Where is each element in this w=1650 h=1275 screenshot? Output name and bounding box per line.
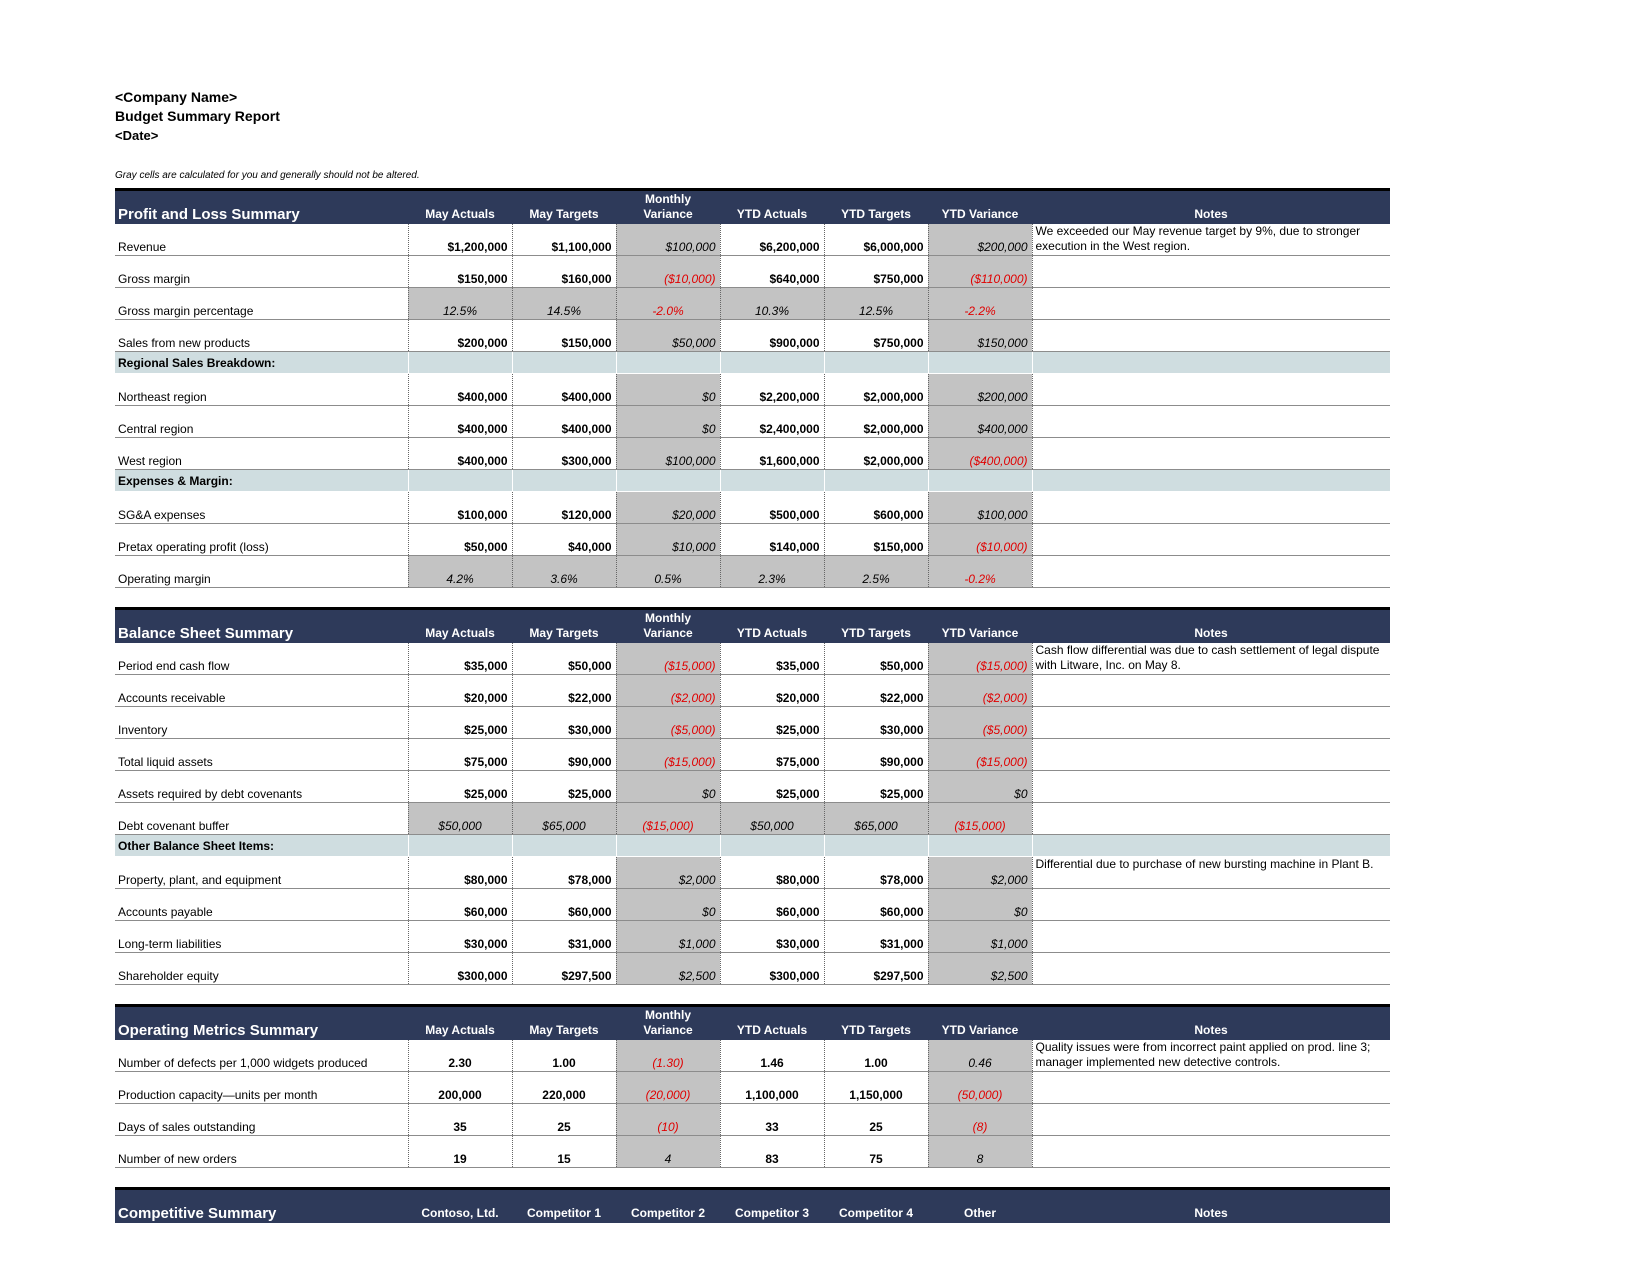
value-cell[interactable]: 25 bbox=[512, 1104, 616, 1136]
subheader-fill bbox=[1032, 835, 1390, 857]
table-row bbox=[115, 288, 1390, 320]
column-header: May Targets bbox=[512, 609, 616, 644]
subheader-fill bbox=[512, 835, 616, 857]
calculated-cell[interactable]: 12.5% bbox=[824, 288, 928, 320]
value-cell[interactable]: $25,000 bbox=[720, 707, 824, 739]
table-row bbox=[115, 1104, 1390, 1136]
section-header-row bbox=[115, 1006, 1390, 1041]
row-label: Northeast region bbox=[115, 374, 408, 406]
column-header: YTD Targets bbox=[824, 1006, 928, 1041]
subheader-fill bbox=[616, 835, 720, 857]
summary-table bbox=[115, 607, 1390, 985]
value-cell[interactable]: $75,000 bbox=[408, 739, 512, 771]
notes-cell[interactable] bbox=[1032, 739, 1390, 771]
value-cell[interactable]: $90,000 bbox=[824, 739, 928, 771]
section-operating-metrics-summary bbox=[115, 1004, 1390, 1168]
section-competitive-summary bbox=[115, 1187, 1390, 1223]
table-row bbox=[115, 803, 1390, 835]
calculated-cell[interactable]: $1,000 bbox=[616, 921, 720, 953]
notes-cell[interactable] bbox=[1032, 492, 1390, 524]
table-row bbox=[115, 771, 1390, 803]
calculated-cell[interactable]: $150,000 bbox=[928, 320, 1032, 352]
row-label: Sales from new products bbox=[115, 320, 408, 352]
summary-table bbox=[115, 188, 1390, 588]
calculated-cell[interactable]: $1,000 bbox=[928, 921, 1032, 953]
column-header: YTD Variance bbox=[928, 1006, 1032, 1041]
value-cell[interactable]: $50,000 bbox=[512, 643, 616, 675]
value-cell[interactable]: $2,400,000 bbox=[720, 406, 824, 438]
subheader-fill bbox=[928, 835, 1032, 857]
column-header: YTD Actuals bbox=[720, 1006, 824, 1041]
notes-cell[interactable] bbox=[1032, 406, 1390, 438]
table-row bbox=[115, 1136, 1390, 1168]
subheader-fill bbox=[1032, 470, 1390, 492]
value-cell[interactable]: 1.00 bbox=[824, 1040, 928, 1072]
value-cell[interactable]: 25 bbox=[824, 1104, 928, 1136]
table-row bbox=[115, 1040, 1390, 1072]
notes-cell[interactable] bbox=[1032, 771, 1390, 803]
subheader-fill bbox=[408, 352, 512, 374]
notes-cell[interactable] bbox=[1032, 889, 1390, 921]
row-label: Accounts payable bbox=[115, 889, 408, 921]
subheader-fill bbox=[616, 352, 720, 374]
calculated-cell[interactable]: $65,000 bbox=[824, 803, 928, 835]
notes-cell[interactable] bbox=[1032, 803, 1390, 835]
calculated-cell[interactable]: $2,000 bbox=[928, 857, 1032, 889]
row-label: Inventory bbox=[115, 707, 408, 739]
calculated-cell[interactable]: -2.2% bbox=[928, 288, 1032, 320]
calculated-cell[interactable]: $400,000 bbox=[928, 406, 1032, 438]
subheader-fill bbox=[512, 470, 616, 492]
calculated-cell[interactable]: ($10,000) bbox=[928, 524, 1032, 556]
subheader-fill bbox=[720, 470, 824, 492]
calculated-cell[interactable]: ($15,000) bbox=[928, 803, 1032, 835]
calculated-cell[interactable]: $0 bbox=[616, 406, 720, 438]
calculated-cell[interactable]: 3.6% bbox=[512, 556, 616, 588]
notes-cell[interactable] bbox=[1032, 921, 1390, 953]
calculated-cell[interactable]: (20,000) bbox=[616, 1072, 720, 1104]
column-header: YTD Targets bbox=[824, 609, 928, 644]
calculated-cell[interactable]: (8) bbox=[928, 1104, 1032, 1136]
calculated-cell[interactable]: $65,000 bbox=[512, 803, 616, 835]
table-row bbox=[115, 374, 1390, 406]
table-row bbox=[115, 524, 1390, 556]
row-label: Days of sales outstanding bbox=[115, 1104, 408, 1136]
calculated-cell[interactable]: ($15,000) bbox=[928, 739, 1032, 771]
value-cell[interactable]: $25,000 bbox=[824, 771, 928, 803]
column-header: YTD Targets bbox=[824, 190, 928, 225]
calculated-cell[interactable]: (50,000) bbox=[928, 1072, 1032, 1104]
calculated-cell[interactable]: $200,000 bbox=[928, 224, 1032, 256]
column-header: Monthly Variance bbox=[616, 609, 720, 644]
table-row bbox=[115, 921, 1390, 953]
subheader-label: Other Balance Sheet Items: bbox=[115, 835, 408, 857]
row-label: Accounts receivable bbox=[115, 675, 408, 707]
notes-cell[interactable] bbox=[1032, 320, 1390, 352]
value-cell[interactable]: $30,000 bbox=[824, 707, 928, 739]
calculated-cell[interactable]: ($15,000) bbox=[928, 643, 1032, 675]
column-header: YTD Variance bbox=[928, 190, 1032, 225]
row-label: Operating margin bbox=[115, 556, 408, 588]
value-cell[interactable]: $600,000 bbox=[824, 492, 928, 524]
subheader-fill bbox=[824, 352, 928, 374]
section-profit-and-loss-summary bbox=[115, 188, 1390, 588]
value-cell[interactable]: $150,000 bbox=[512, 320, 616, 352]
value-cell[interactable]: $300,000 bbox=[408, 953, 512, 985]
value-cell[interactable]: $300,000 bbox=[720, 953, 824, 985]
calculated-cell[interactable]: $100,000 bbox=[616, 438, 720, 470]
calculated-cell[interactable]: ($400,000) bbox=[928, 438, 1032, 470]
calculated-cell[interactable]: $200,000 bbox=[928, 374, 1032, 406]
row-label: Property, plant, and equipment bbox=[115, 857, 408, 889]
calculated-cell[interactable]: 8 bbox=[928, 1136, 1032, 1168]
notes-cell[interactable]: We exceeded our May revenue target by 9%, due to stronger execution in the West region. bbox=[1032, 224, 1390, 256]
notes-cell[interactable] bbox=[1032, 953, 1390, 985]
subheader-label: Expenses & Margin: bbox=[115, 470, 408, 492]
calculated-cell[interactable]: ($5,000) bbox=[616, 707, 720, 739]
value-cell[interactable]: $640,000 bbox=[720, 256, 824, 288]
row-label: Shareholder equity bbox=[115, 953, 408, 985]
value-cell[interactable]: 19 bbox=[408, 1136, 512, 1168]
table-row bbox=[115, 438, 1390, 470]
value-cell[interactable]: 33 bbox=[720, 1104, 824, 1136]
value-cell[interactable]: $35,000 bbox=[408, 643, 512, 675]
calculated-cell[interactable]: ($2,000) bbox=[616, 675, 720, 707]
row-label: Central region bbox=[115, 406, 408, 438]
notes-cell[interactable] bbox=[1032, 256, 1390, 288]
value-cell[interactable]: 15 bbox=[512, 1136, 616, 1168]
column-header: Other bbox=[928, 1189, 1032, 1224]
value-cell[interactable]: $150,000 bbox=[824, 524, 928, 556]
value-cell[interactable]: $297,500 bbox=[512, 953, 616, 985]
column-header: May Actuals bbox=[408, 1006, 512, 1041]
column-header: May Actuals bbox=[408, 190, 512, 225]
table-row bbox=[115, 707, 1390, 739]
calculated-cell[interactable]: ($2,000) bbox=[928, 675, 1032, 707]
report-date: <Date> bbox=[115, 128, 159, 143]
calculated-cell[interactable]: -0.2% bbox=[928, 556, 1032, 588]
calculated-cell[interactable]: $100,000 bbox=[928, 492, 1032, 524]
row-label: Debt covenant buffer bbox=[115, 803, 408, 835]
calculated-cell[interactable]: 0.5% bbox=[616, 556, 720, 588]
budget-summary-sheet bbox=[115, 88, 1390, 1223]
column-header: YTD Actuals bbox=[720, 609, 824, 644]
value-cell[interactable]: $31,000 bbox=[824, 921, 928, 953]
calculated-cell[interactable]: -2.0% bbox=[616, 288, 720, 320]
notes-cell[interactable] bbox=[1032, 675, 1390, 707]
value-cell[interactable]: $35,000 bbox=[720, 643, 824, 675]
subheader-fill bbox=[928, 352, 1032, 374]
calculated-cell[interactable]: ($110,000) bbox=[928, 256, 1032, 288]
value-cell[interactable]: $50,000 bbox=[408, 524, 512, 556]
value-cell[interactable]: $30,000 bbox=[720, 921, 824, 953]
column-header: Notes bbox=[1032, 1006, 1390, 1041]
value-cell[interactable]: $2,000,000 bbox=[824, 438, 928, 470]
calculated-cell[interactable]: 4.2% bbox=[408, 556, 512, 588]
calculated-cell[interactable]: $2,500 bbox=[616, 953, 720, 985]
value-cell[interactable]: $2,000,000 bbox=[824, 406, 928, 438]
table-row bbox=[115, 739, 1390, 771]
summary-table bbox=[115, 1004, 1390, 1168]
column-header: May Targets bbox=[512, 1006, 616, 1041]
subheader-fill bbox=[1032, 352, 1390, 374]
subheader-label: Regional Sales Breakdown: bbox=[115, 352, 408, 374]
row-label: Period end cash flow bbox=[115, 643, 408, 675]
value-cell[interactable]: $25,000 bbox=[720, 771, 824, 803]
row-label: West region bbox=[115, 438, 408, 470]
value-cell[interactable]: $400,000 bbox=[408, 438, 512, 470]
notes-cell[interactable] bbox=[1032, 1104, 1390, 1136]
section-header-row bbox=[115, 190, 1390, 225]
value-cell[interactable]: $400,000 bbox=[512, 406, 616, 438]
notes-cell[interactable] bbox=[1032, 1136, 1390, 1168]
calculated-cell[interactable]: 12.5% bbox=[408, 288, 512, 320]
value-cell[interactable]: 1.00 bbox=[512, 1040, 616, 1072]
table-row bbox=[115, 492, 1390, 524]
value-cell[interactable]: $750,000 bbox=[824, 320, 928, 352]
calculated-cell[interactable]: 4 bbox=[616, 1136, 720, 1168]
value-cell[interactable]: $90,000 bbox=[512, 739, 616, 771]
value-cell[interactable]: $78,000 bbox=[512, 857, 616, 889]
subheader-fill bbox=[616, 470, 720, 492]
value-cell[interactable]: $30,000 bbox=[512, 707, 616, 739]
column-header: Monthly Variance bbox=[616, 190, 720, 225]
calculated-cell[interactable]: ($15,000) bbox=[616, 739, 720, 771]
row-label: Number of defects per 1,000 widgets produced bbox=[115, 1040, 408, 1072]
section-header-row bbox=[115, 609, 1390, 644]
value-cell[interactable]: $25,000 bbox=[408, 707, 512, 739]
calculated-cell[interactable]: 2.3% bbox=[720, 556, 824, 588]
sections-container bbox=[115, 188, 1390, 1223]
value-cell[interactable]: 200,000 bbox=[408, 1072, 512, 1104]
value-cell[interactable]: $400,000 bbox=[512, 374, 616, 406]
report-title: Budget Summary Report bbox=[115, 108, 280, 124]
value-cell[interactable]: $60,000 bbox=[512, 889, 616, 921]
value-cell[interactable]: 2.30 bbox=[408, 1040, 512, 1072]
row-label: Production capacity—units per month bbox=[115, 1072, 408, 1104]
value-cell[interactable]: $150,000 bbox=[408, 256, 512, 288]
value-cell[interactable]: $140,000 bbox=[720, 524, 824, 556]
notes-cell[interactable] bbox=[1032, 707, 1390, 739]
section-header-row bbox=[115, 1189, 1390, 1224]
subheader-row bbox=[115, 470, 1390, 492]
value-cell[interactable]: $1,600,000 bbox=[720, 438, 824, 470]
value-cell[interactable]: $1,100,000 bbox=[512, 224, 616, 256]
value-cell[interactable]: $900,000 bbox=[720, 320, 824, 352]
value-cell[interactable]: $60,000 bbox=[824, 889, 928, 921]
calculated-cell[interactable]: $100,000 bbox=[616, 224, 720, 256]
table-row bbox=[115, 224, 1390, 256]
table-row bbox=[115, 889, 1390, 921]
row-label: SG&A expenses bbox=[115, 492, 408, 524]
column-header: May Actuals bbox=[408, 609, 512, 644]
value-cell[interactable]: $25,000 bbox=[408, 771, 512, 803]
column-header: Notes bbox=[1032, 190, 1390, 225]
subheader-fill bbox=[408, 835, 512, 857]
value-cell[interactable]: $120,000 bbox=[512, 492, 616, 524]
subheader-fill bbox=[720, 352, 824, 374]
notes-cell[interactable] bbox=[1032, 438, 1390, 470]
column-header: May Targets bbox=[512, 190, 616, 225]
value-cell[interactable]: $30,000 bbox=[408, 921, 512, 953]
calculated-cell[interactable]: ($15,000) bbox=[616, 643, 720, 675]
value-cell[interactable]: $20,000 bbox=[720, 675, 824, 707]
table-row bbox=[115, 406, 1390, 438]
value-cell[interactable]: $1,200,000 bbox=[408, 224, 512, 256]
value-cell[interactable]: $500,000 bbox=[720, 492, 824, 524]
value-cell[interactable]: $25,000 bbox=[512, 771, 616, 803]
value-cell[interactable]: 83 bbox=[720, 1136, 824, 1168]
value-cell[interactable]: $40,000 bbox=[512, 524, 616, 556]
column-header: Competitor 1 bbox=[512, 1189, 616, 1224]
calculated-cell[interactable]: (1.30) bbox=[616, 1040, 720, 1072]
section-balance-sheet-summary bbox=[115, 607, 1390, 985]
subheader-fill bbox=[512, 352, 616, 374]
value-cell[interactable]: $6,000,000 bbox=[824, 224, 928, 256]
calculated-cell[interactable]: $50,000 bbox=[616, 320, 720, 352]
subheader-fill bbox=[408, 470, 512, 492]
row-label: Long-term liabilities bbox=[115, 921, 408, 953]
section-title: Operating Metrics Summary bbox=[115, 1006, 408, 1041]
row-label: Assets required by debt covenants bbox=[115, 771, 408, 803]
value-cell[interactable]: $6,200,000 bbox=[720, 224, 824, 256]
calculated-cell[interactable]: $20,000 bbox=[616, 492, 720, 524]
calculated-cell[interactable]: $0 bbox=[928, 771, 1032, 803]
row-label: Number of new orders bbox=[115, 1136, 408, 1168]
value-cell[interactable]: $400,000 bbox=[408, 374, 512, 406]
calculated-cell[interactable]: ($10,000) bbox=[616, 256, 720, 288]
value-cell[interactable]: $400,000 bbox=[408, 406, 512, 438]
value-cell[interactable]: 75 bbox=[824, 1136, 928, 1168]
value-cell[interactable]: $78,000 bbox=[824, 857, 928, 889]
calculated-cell[interactable]: $10,000 bbox=[616, 524, 720, 556]
value-cell[interactable]: $2,000,000 bbox=[824, 374, 928, 406]
row-label: Revenue bbox=[115, 224, 408, 256]
table-row bbox=[115, 857, 1390, 889]
table-row bbox=[115, 675, 1390, 707]
value-cell[interactable]: 1.46 bbox=[720, 1040, 824, 1072]
notes-cell[interactable]: Cash flow differential was due to cash settlement of legal dispute with Litware, Inc. on May 8. bbox=[1032, 643, 1390, 675]
table-row bbox=[115, 953, 1390, 985]
calculated-cell[interactable]: ($5,000) bbox=[928, 707, 1032, 739]
value-cell[interactable]: $100,000 bbox=[408, 492, 512, 524]
calculated-cell[interactable]: 2.5% bbox=[824, 556, 928, 588]
subheader-fill bbox=[824, 470, 928, 492]
value-cell[interactable]: $80,000 bbox=[408, 857, 512, 889]
value-cell[interactable]: $60,000 bbox=[408, 889, 512, 921]
table-row bbox=[115, 1072, 1390, 1104]
value-cell[interactable]: $20,000 bbox=[408, 675, 512, 707]
table-row bbox=[115, 556, 1390, 588]
subheader-row bbox=[115, 835, 1390, 857]
calculated-cell[interactable]: $50,000 bbox=[408, 803, 512, 835]
column-header: Contoso, Ltd. bbox=[408, 1189, 512, 1224]
calculated-cell[interactable]: ($15,000) bbox=[616, 803, 720, 835]
calculated-cell[interactable]: $0 bbox=[616, 889, 720, 921]
value-cell[interactable]: $22,000 bbox=[512, 675, 616, 707]
section-title: Competitive Summary bbox=[115, 1189, 408, 1224]
column-header: Competitor 3 bbox=[720, 1189, 824, 1224]
notes-cell[interactable] bbox=[1032, 1072, 1390, 1104]
notes-cell[interactable] bbox=[1032, 556, 1390, 588]
calculated-cell[interactable]: $0 bbox=[616, 374, 720, 406]
calculated-cell[interactable]: 0.46 bbox=[928, 1040, 1032, 1072]
company-name: <Company Name> bbox=[115, 89, 238, 105]
notes-cell[interactable] bbox=[1032, 288, 1390, 320]
value-cell[interactable]: $31,000 bbox=[512, 921, 616, 953]
notes-cell[interactable]: Differential due to purchase of new bursting machine in Plant B. bbox=[1032, 857, 1390, 889]
calculated-cell[interactable]: $0 bbox=[616, 771, 720, 803]
notes-cell[interactable]: Quality issues were from incorrect paint applied on prod. line 3; manager implemented new detective controls. bbox=[1032, 1040, 1390, 1072]
subheader-fill bbox=[928, 470, 1032, 492]
notes-cell[interactable] bbox=[1032, 374, 1390, 406]
column-header: Notes bbox=[1032, 609, 1390, 644]
value-cell[interactable]: $297,500 bbox=[824, 953, 928, 985]
value-cell[interactable]: $160,000 bbox=[512, 256, 616, 288]
value-cell[interactable]: 220,000 bbox=[512, 1072, 616, 1104]
row-label: Pretax operating profit (loss) bbox=[115, 524, 408, 556]
row-label: Gross margin percentage bbox=[115, 288, 408, 320]
calculated-cell[interactable]: $50,000 bbox=[720, 803, 824, 835]
value-cell[interactable]: $2,200,000 bbox=[720, 374, 824, 406]
table-row bbox=[115, 320, 1390, 352]
calculated-cell[interactable]: 10.3% bbox=[720, 288, 824, 320]
value-cell[interactable]: $300,000 bbox=[512, 438, 616, 470]
value-cell[interactable]: $200,000 bbox=[408, 320, 512, 352]
row-label: Gross margin bbox=[115, 256, 408, 288]
table-row bbox=[115, 256, 1390, 288]
subheader-row bbox=[115, 352, 1390, 374]
value-cell[interactable]: 1,150,000 bbox=[824, 1072, 928, 1104]
calculated-cell[interactable]: (10) bbox=[616, 1104, 720, 1136]
calculated-cell[interactable]: $2,000 bbox=[616, 857, 720, 889]
instructions-note: Gray cells are calculated for you and generally should not be altered. bbox=[115, 170, 420, 181]
notes-cell[interactable] bbox=[1032, 524, 1390, 556]
summary-table bbox=[115, 1187, 1390, 1223]
section-title: Profit and Loss Summary bbox=[115, 190, 408, 225]
subheader-fill bbox=[824, 835, 928, 857]
table-row bbox=[115, 643, 1390, 675]
column-header: YTD Variance bbox=[928, 609, 1032, 644]
subheader-fill bbox=[720, 835, 824, 857]
value-cell[interactable]: 1,100,000 bbox=[720, 1072, 824, 1104]
column-header: Notes bbox=[1032, 1189, 1390, 1224]
calculated-cell[interactable]: $2,500 bbox=[928, 953, 1032, 985]
value-cell[interactable]: $80,000 bbox=[720, 857, 824, 889]
value-cell[interactable]: 35 bbox=[408, 1104, 512, 1136]
column-header: YTD Actuals bbox=[720, 190, 824, 225]
column-header: Competitor 4 bbox=[824, 1189, 928, 1224]
value-cell[interactable]: $75,000 bbox=[720, 739, 824, 771]
value-cell[interactable]: $50,000 bbox=[824, 643, 928, 675]
value-cell[interactable]: $60,000 bbox=[720, 889, 824, 921]
column-header: Competitor 2 bbox=[616, 1189, 720, 1224]
column-header: Monthly Variance bbox=[616, 1006, 720, 1041]
calculated-cell[interactable]: 14.5% bbox=[512, 288, 616, 320]
calculated-cell[interactable]: $0 bbox=[928, 889, 1032, 921]
value-cell[interactable]: $22,000 bbox=[824, 675, 928, 707]
value-cell[interactable]: $750,000 bbox=[824, 256, 928, 288]
row-label: Total liquid assets bbox=[115, 739, 408, 771]
section-title: Balance Sheet Summary bbox=[115, 609, 408, 644]
